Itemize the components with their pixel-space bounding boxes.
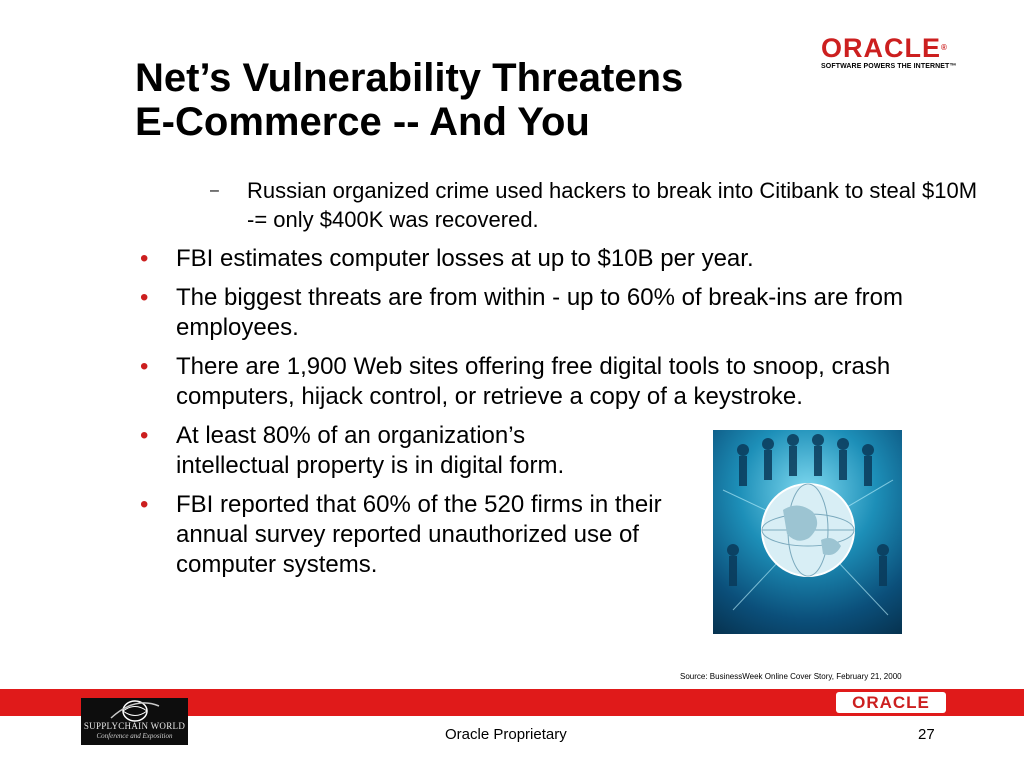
event-logo-title: SUPPLYCHAIN WORLD (83, 721, 186, 731)
bullet-text: There are 1,900 Web sites offering free digital tools to snoop, crash computers, hijack control, or retrieve a copy of a keystroke. (176, 353, 891, 410)
globe-illustration (713, 430, 902, 634)
bullet-text: The biggest threats are from within - up to 60% of break-ins are from employees. (176, 284, 903, 341)
bullet-marker: • (140, 245, 149, 272)
bullet-marker: • (140, 491, 149, 518)
sub-bullet-text: Russian organized crime used hackers to break into Citibank to steal $10M -= only $400K was recovered. (247, 178, 978, 232)
bullet-marker: • (140, 422, 149, 449)
bullet-text: FBI estimates computer losses at up to $10B per year. (176, 245, 754, 272)
sub-bullet (210, 176, 980, 234)
bullet-item (140, 244, 960, 274)
dash-marker: – (210, 182, 219, 199)
slide-title (135, 56, 775, 144)
title-line-2: E-Commerce -- And You (135, 100, 590, 144)
globe-people-network-photo (713, 430, 902, 634)
title-line-1: Net’s Vulnerability Threatens (135, 56, 684, 100)
bullet-text: At least 80% of an organization’s intellectual property is in digital form. (176, 422, 565, 479)
bullet-marker: • (140, 353, 149, 380)
bullet-item (140, 421, 636, 481)
event-logo-subtitle: Conference and Exposition (96, 732, 173, 740)
supplychain-world-logo (81, 698, 188, 745)
page-number: 27 (918, 726, 935, 743)
oracle-tagline: SOFTWARE POWERS THE INTERNET™ (821, 63, 957, 70)
footer-label: Oracle Proprietary (445, 726, 567, 743)
bullet-item (140, 352, 960, 412)
registered-mark: ® (941, 43, 948, 52)
bullet-item (140, 283, 960, 343)
bullet-item (140, 490, 696, 580)
bullet-text: FBI reported that 60% of the 520 firms in their annual survey reported unauthorized use of computer systems. (176, 491, 662, 578)
oracle-logo (821, 34, 973, 72)
globe-emblem-icon (81, 698, 188, 722)
source-note: Source: BusinessWeek Online Cover Story, February 21, 2000 (680, 672, 902, 681)
oracle-logo-word: ORACLE (821, 33, 941, 63)
oracle-footer-logo: ORACLE (836, 692, 946, 713)
bullet-marker: • (140, 284, 149, 311)
